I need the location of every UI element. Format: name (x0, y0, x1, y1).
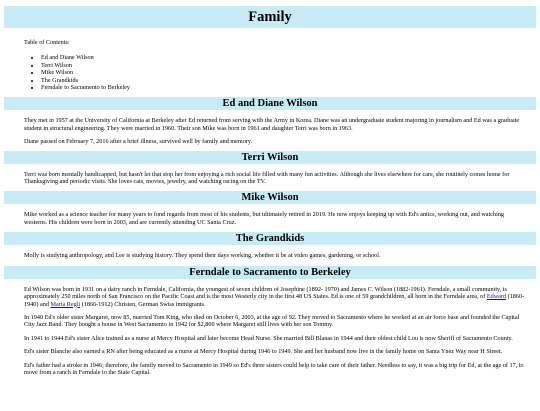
text-run: (1860-1940) and (24, 293, 525, 308)
paragraph: They met in 1957 at the University of California at Berkeley after Ed returned from serving with the Army in Korea. Diane was an undergraduate student majoring in journalism and Ed was a graduate student in structural engineering. They were married in 1960. Their son Mike was born in 1961 and daughter Terri was born in 1963. (24, 117, 520, 132)
link-maria-regli[interactable]: Maria Regli (50, 300, 81, 308)
toc-item-ed-diane[interactable]: • Ed and Diane Wilson (41, 54, 536, 61)
section-heading-mike: Mike Wilson (4, 191, 536, 204)
section-grandkids (4, 252, 536, 259)
section-mike (4, 211, 536, 226)
paragraph: In 1940 Ed's older sister Margaret, now 85, married Tom King, who died on October 6, 2003, at the age of 92. They moved to Sacramento where he worked at an air force base and founded the Capital City Jazz Band. They bought a house in West Sacramento in 1942 for $2,800 where Margaret still lives with her son Tommy. (24, 313, 520, 329)
toc-heading: Table of Contents: (24, 39, 70, 46)
page (0, 6, 540, 376)
section-terri (4, 171, 536, 186)
toc-item-terri[interactable]: • Terri Wilson (41, 62, 536, 69)
toc-item-mike[interactable]: • Mike Wilson (41, 69, 536, 76)
section-ferndale (4, 286, 536, 377)
section-heading-grandkids: The Grandkids (4, 232, 536, 245)
section-heading-ferndale: Ferndale to Sacramento to Berkeley (4, 266, 536, 279)
section-heading-terri: Terri Wilson (4, 151, 536, 164)
link-edward[interactable]: Edward (486, 293, 507, 301)
table-of-contents (4, 54, 536, 91)
paragraph: Ed's father had a stroke in 1946; therefore, the family moved to Sacramento in 1949 so Ed's three sisters could help to take care of their father. Needless to say, it was a big trip for Ed, at the age of 17, to move from a ranch in Ferndale to the State Capital. (24, 361, 524, 376)
section-heading-ed-diane: Ed and Diane Wilson (4, 97, 536, 110)
paragraph: Ed's sister Blanche also earned a RN after being educated as a nurse at Mercy Hospital during 1946 to 1949. She and her husband now live in the family home on Santa Ynez Way near H Street. (24, 348, 503, 356)
section-ed-diane (4, 117, 536, 145)
text-run: Ed Wilson was born in 1931 on a dairy ranch in Ferndale, California, the youngest of seven children of Josephine (1892- 1970) and James C. Wilson (1882-1961). Ferndale, a small community, is approximately 250 miles north of San Francisco on the Pacific Coast and is the most Westerly city in the first 48 US States. Ed is one of 59 grandchildren, all born in the Ferndale area, of (24, 285, 507, 301)
paragraph: In 1941 to 1944 Ed's sister Alice trained as a nurse at Mercy Hospital and later become Head Nurse. She married Bill Blanas in 1944 and their oldest child Lou is now Sheriff of Sacramento County. (24, 334, 513, 342)
paragraph: Molly is studying anthropology, and Lee is studying history. They spend their days working, whether it be at video games, gardening, or school. (24, 252, 381, 260)
toc-item-ferndale[interactable]: • Ferndale to Sacramento to Berkeley (41, 84, 536, 91)
paragraph: Terri was born mentally handicapped, but hasn't let that stop her from enjoying a rich social life filled with many fun activities. Although she lives elsewhere for care, she routinely comes home for Thanksgiving and periodic visits. She loves cats, movies, jewelry, and watching racing on the TV. (24, 170, 510, 186)
toc-item-grandkids[interactable]: • The Grandkids (41, 77, 536, 84)
paragraph: Diane passed on February 7, 2016 after a brief illness, survived well by family and memory. (24, 138, 253, 146)
page-title: Family (4, 6, 536, 28)
paragraph (24, 286, 536, 308)
paragraph: Mike worked as a science teacher for many years to fond regards from most of his students, but ultimately retired in 2019. He now enjoys keeping up with Ed's antics, working out, and watching westerns. His children were born in 2003, and are currently attending UC Santa Cruz. (24, 211, 505, 226)
text-run: (1866-1912) Christen, German Swiss immigrants. (80, 300, 206, 308)
